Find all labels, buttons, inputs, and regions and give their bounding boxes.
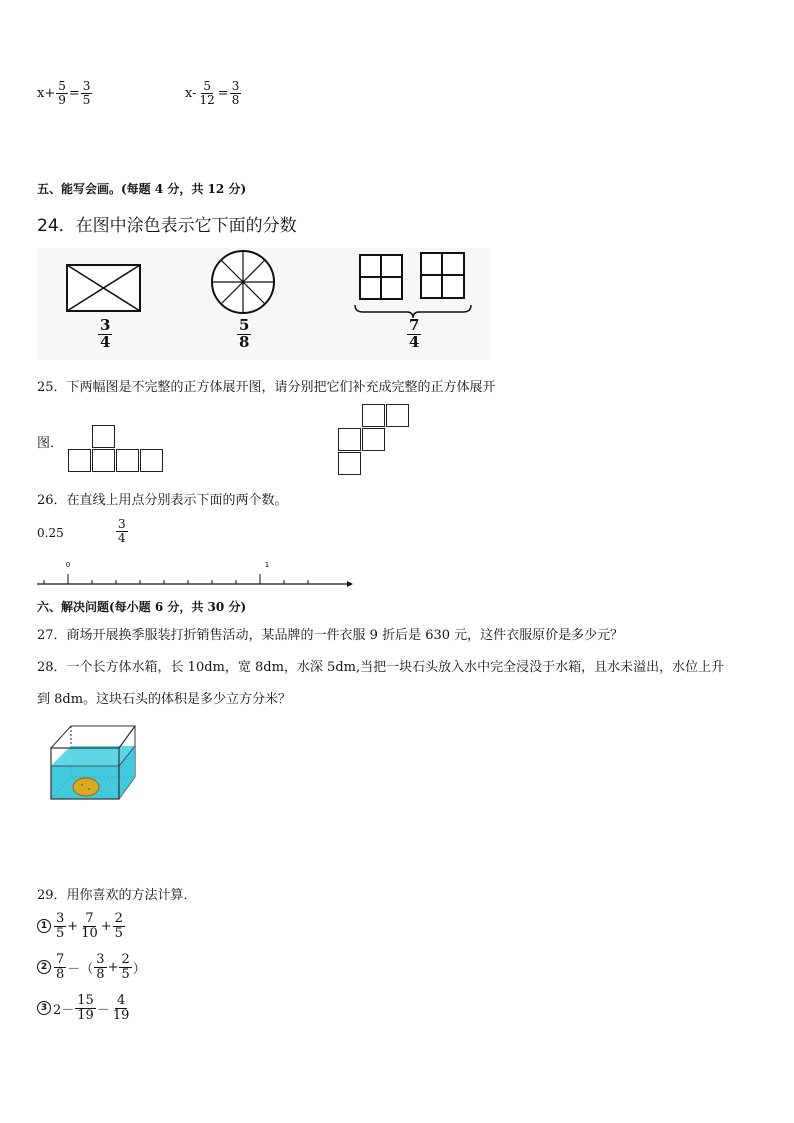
fraction: $\frac{3}{5}$	[56, 911, 65, 941]
tick-label-1: 1	[264, 561, 270, 569]
equals-sign: =	[68, 85, 80, 101]
operator: ）	[132, 961, 146, 977]
equation-prefix: x+	[37, 85, 56, 101]
circled-number: 1	[37, 919, 51, 933]
q25-text-line1: 25．下两幅图是不完整的正方体展开图，请分别把它们补充成完整的正方体展开	[37, 380, 496, 395]
stone-icon	[73, 778, 99, 796]
net-square	[92, 425, 115, 448]
q24-fraction-1: $\frac{3}{4}$	[100, 316, 111, 351]
circled-number: 3	[37, 1001, 51, 1015]
operator: +	[67, 918, 79, 934]
fraction: $\frac{7}{8}$	[56, 952, 65, 982]
operator: 2－	[53, 1002, 75, 1018]
q28-text-line1: 28．一个长方体水箱，长 10dm，宽 8dm，水深 5dm,当把一块石头放入水中完全浸没于水箱，且水未溢出，水位上升	[37, 660, 725, 675]
arrow-icon	[347, 581, 353, 587]
q27-text: 27．商场开展换季服装打折销售活动，某品牌的一件衣服 9 折后是 630 元，这件衣服原价是多少元？	[37, 628, 624, 643]
net-square	[386, 404, 409, 427]
fraction: $\frac{3}{5}$	[82, 79, 91, 107]
fraction: $\frac{7}{10}$	[81, 911, 98, 941]
fraction: $\frac{2}{5}$	[121, 952, 130, 982]
fraction: $\frac{5}{9}$	[58, 79, 66, 107]
fraction: $\frac{4}{19}$	[112, 993, 130, 1023]
water-tank-figure	[46, 722, 138, 804]
operator: +	[100, 918, 112, 934]
equals-sign: =	[217, 85, 229, 101]
net-square	[338, 428, 361, 451]
net-square	[362, 404, 385, 427]
operator: －（	[67, 961, 94, 977]
number-line-svg	[37, 556, 357, 590]
net-square	[92, 449, 115, 472]
water-tank-svg	[46, 722, 138, 804]
equation-1	[37, 80, 93, 106]
circled-number: 2	[37, 960, 51, 974]
q24-figure-panel	[37, 248, 490, 360]
section-6-title: 六、解决问题(每小题 6 分，共 30 分)	[37, 600, 247, 614]
net-square	[362, 428, 385, 451]
fraction: $\frac{15}{19}$	[77, 993, 94, 1023]
operator: +	[107, 959, 119, 975]
q28-text-line2: 到 8dm。这块石头的体积是多少立方分米？	[37, 692, 292, 707]
q29-text: 29．用你喜欢的方法计算．	[37, 888, 197, 903]
q29-item-2	[37, 953, 146, 981]
net-square	[140, 449, 163, 472]
net-square	[116, 449, 139, 472]
q29-item-1	[37, 912, 126, 940]
q26-value-2: $\frac{3}{4}$	[118, 517, 126, 545]
fraction: $\frac{5}{12}$	[199, 79, 215, 107]
tick-label-0: 0	[65, 561, 71, 569]
q25-text-line2: 图．	[37, 436, 64, 451]
q29-item-3	[37, 994, 132, 1022]
operator: －	[96, 1002, 110, 1018]
q26-value-1: 0.25	[37, 526, 64, 540]
equation-2	[185, 80, 242, 106]
cube-net-2	[338, 404, 413, 479]
equation-prefix: x-	[185, 85, 197, 101]
fraction: $\frac{3}{8}$	[231, 79, 240, 107]
q24-fraction-2: $\frac{5}{8}$	[239, 316, 250, 351]
cube-net-1	[68, 425, 168, 475]
q26-text: 26．在直线上用点分别表示下面的两个数。	[37, 493, 288, 508]
q24-fraction-3: $\frac{7}{4}$	[409, 316, 420, 351]
fraction: $\frac{3}{8}$	[96, 952, 105, 982]
fraction: $\frac{2}{5}$	[114, 911, 123, 941]
net-square	[68, 449, 91, 472]
number-line	[37, 556, 357, 590]
q24-text: 24．在图中涂色表示它下面的分数	[37, 216, 297, 236]
net-square	[338, 452, 361, 475]
section-5-title: 五、能写会画。(每题 4 分，共 12 分)	[37, 182, 247, 196]
